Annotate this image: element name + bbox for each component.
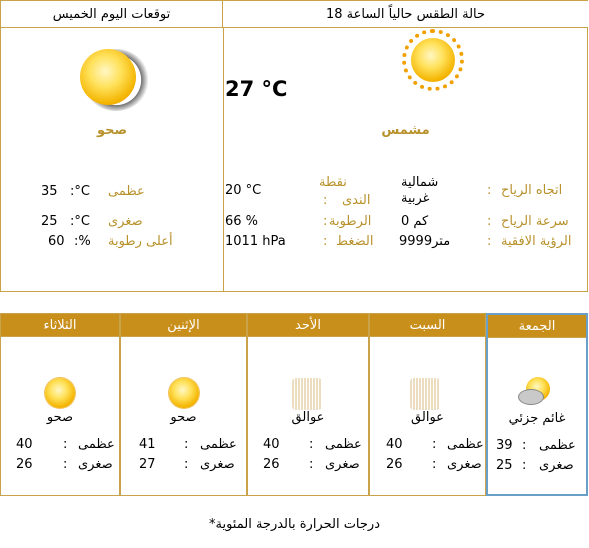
forecast-day-card — [486, 313, 588, 496]
sunny-icon — [77, 47, 149, 109]
forecast-condition: عوالق — [411, 410, 444, 425]
forecast-max-value: 39 — [496, 438, 513, 453]
forecast-day-card — [0, 313, 120, 496]
forecast-max-label: عظمى — [539, 438, 576, 453]
forecast-max-label: عظمى — [200, 437, 237, 452]
forecast-min-label: صغرى — [325, 457, 360, 472]
current-temperature: 27 °C — [225, 77, 288, 101]
wind-speed-value: 0 كم — [401, 214, 429, 229]
wind-speed-label: سرعة الرياح — [501, 214, 569, 229]
today-min-row — [1, 214, 223, 232]
forecast-max-value: 40 — [16, 437, 33, 452]
today-humidity-label: أعلى رطوبة — [108, 234, 173, 249]
wind-direction-label: اتجاه الرياح — [501, 183, 563, 198]
forecast-day-name: الجمعة — [488, 315, 586, 338]
current-weather-header: حالة الطقس حالياً الساعة 18 — [223, 1, 588, 28]
forecast-min-value: 26 — [16, 457, 33, 472]
forecast-min-value: 25 — [496, 458, 513, 473]
forecast-min-label: صغرى — [539, 458, 574, 473]
pressure-value: 1011 hPa — [225, 234, 286, 249]
forecast-max-value: 41 — [139, 437, 156, 452]
forecast-min-value: 27 — [139, 457, 156, 472]
colon: : — [432, 457, 437, 472]
dew-point-label-2: الندى — [342, 193, 371, 208]
forecast-day-name: السبت — [370, 314, 485, 337]
forecast-condition: صحو — [46, 410, 74, 425]
visibility-value: 9999متر — [399, 234, 451, 249]
today-max-row — [1, 184, 223, 202]
forecast-min-value: 26 — [263, 457, 280, 472]
colon: : — [522, 438, 527, 453]
today-max-value: 35 — [41, 184, 58, 199]
forecast-condition: عوالق — [291, 410, 325, 425]
forecast-condition: صحو — [170, 410, 197, 425]
forecast-max-label: عظمى — [78, 437, 115, 452]
today-humidity-row — [1, 234, 223, 252]
today-max-unit: :°C — [70, 184, 90, 199]
colon: : — [323, 214, 328, 229]
today-min-unit: :°C — [70, 214, 90, 229]
today-min-value: 25 — [41, 214, 58, 229]
colon: : — [184, 437, 189, 452]
forecast-max-label: عظمى — [447, 437, 484, 452]
colon: : — [63, 437, 68, 452]
colon: : — [323, 193, 328, 208]
humidity-value: 66 % — [225, 214, 259, 229]
colon: : — [323, 234, 328, 249]
today-min-label: صغرى — [108, 214, 143, 229]
today-humidity-value: 60 — [48, 234, 65, 249]
today-max-label: عظمى — [108, 184, 145, 199]
colon: : — [184, 457, 189, 472]
forecast-day-card — [120, 313, 247, 496]
forecast-day-name: الأحد — [248, 314, 368, 337]
forecast-min-label: صغرى — [78, 457, 113, 472]
colon: : — [309, 457, 314, 472]
forecast-max-label: عظمى — [325, 437, 362, 452]
today-condition: صحو — [96, 123, 128, 138]
forecast-day-name: الإثنين — [121, 314, 246, 337]
pressure-label: الضغط — [336, 234, 374, 249]
forecast-min-label: صغرى — [447, 457, 482, 472]
sunny-icon — [400, 29, 470, 91]
visibility-label: الرؤية الافقية — [501, 234, 572, 249]
forecast-max-value: 40 — [386, 437, 403, 452]
forecast-day-name: الثلاثاء — [1, 314, 119, 337]
colon: : — [487, 234, 492, 249]
dew-point-label: نقطة — [319, 175, 347, 190]
forecast-min-label: صغرى — [200, 457, 235, 472]
footnote: *درجات الحرارة بالدرجة المئوية — [209, 517, 380, 532]
forecast-condition: غائم جزئي — [508, 411, 566, 426]
wind-direction-value-2: غربية — [401, 191, 430, 206]
humidity-label: الرطوبة — [329, 214, 372, 229]
forecast-day-card — [247, 313, 369, 496]
wind-direction-value: شمالية — [401, 175, 439, 190]
today-forecast-header: توقعات اليوم الخميس — [1, 1, 223, 28]
forecast-day-card — [369, 313, 486, 496]
forecast-max-value: 40 — [263, 437, 280, 452]
dew-point-value: 20 °C — [225, 183, 262, 198]
colon: : — [487, 214, 492, 229]
current-condition: مشمس — [381, 123, 430, 138]
panel-divider — [223, 28, 224, 292]
colon: : — [522, 458, 527, 473]
today-humidity-unit: :% — [74, 234, 91, 249]
colon: : — [487, 183, 492, 198]
colon: : — [432, 437, 437, 452]
colon: : — [63, 457, 68, 472]
forecast-min-value: 26 — [386, 457, 403, 472]
colon: : — [309, 437, 314, 452]
